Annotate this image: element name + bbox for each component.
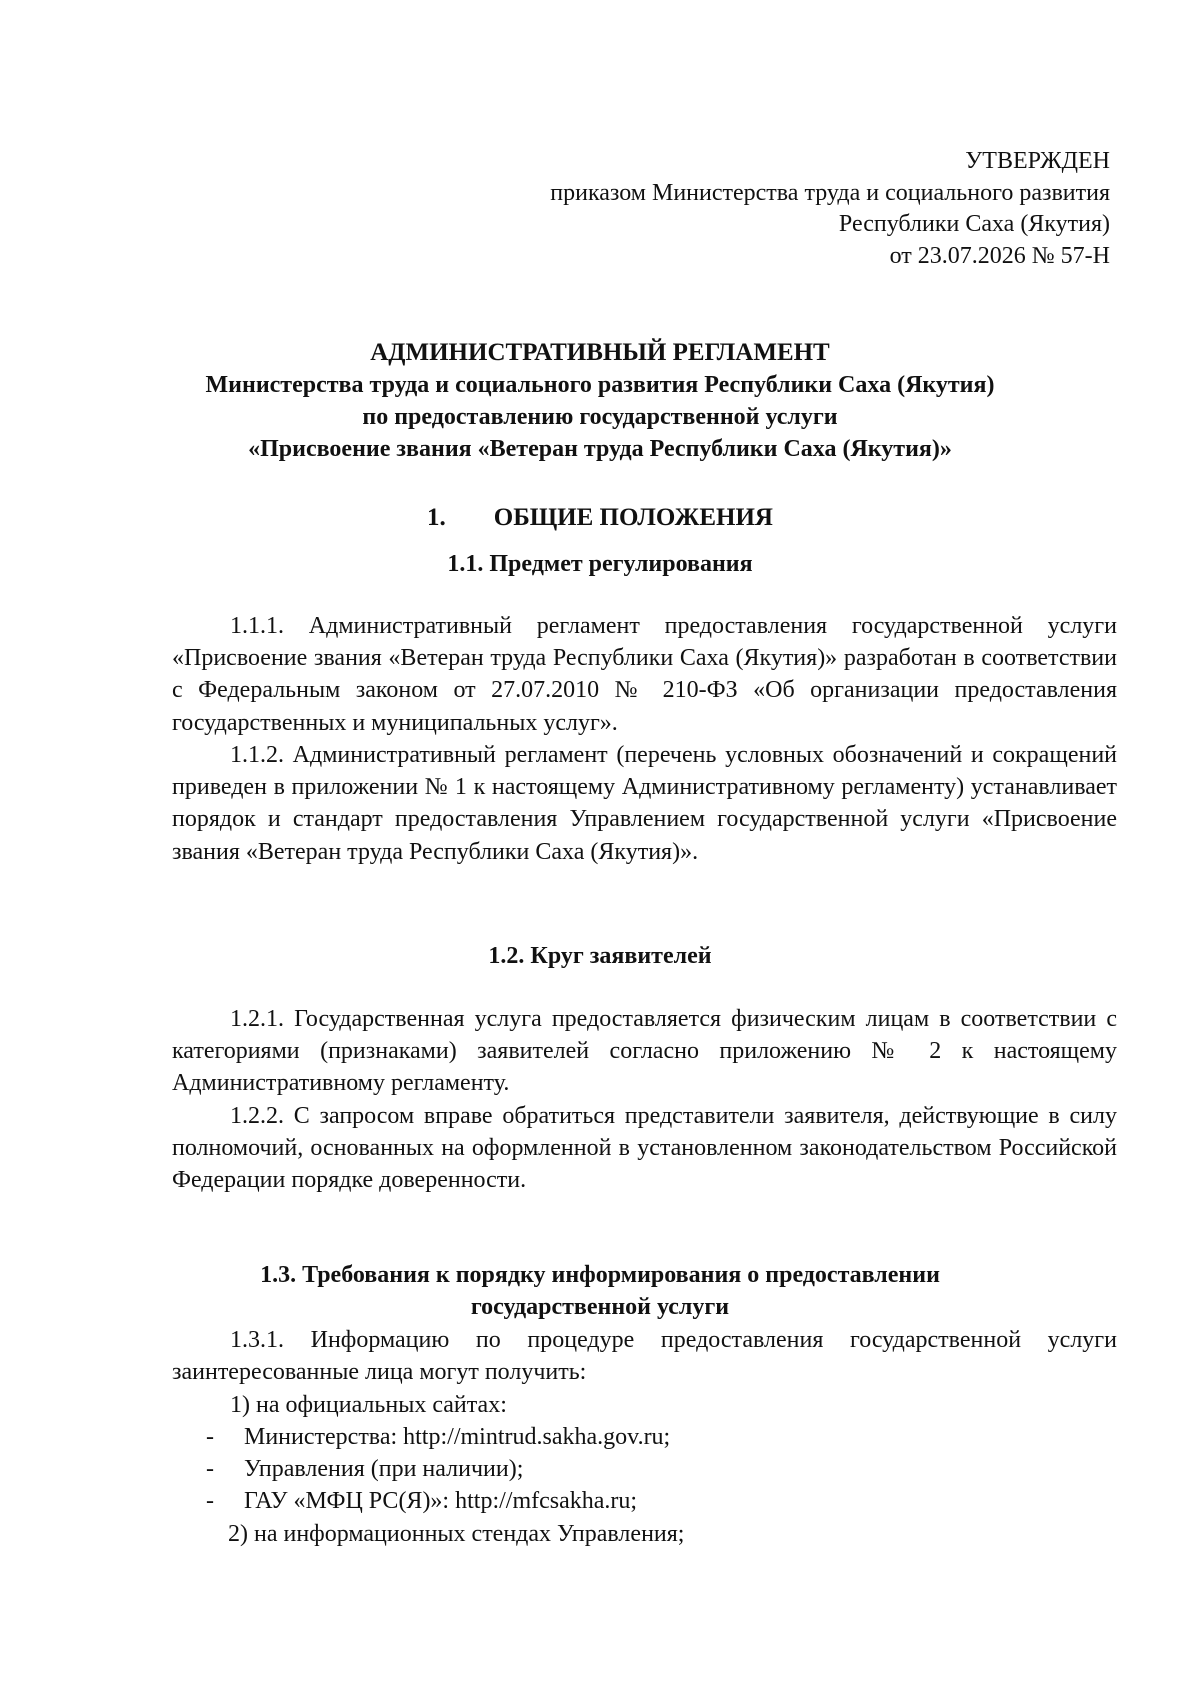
subsection-heading-1-3-line-1: 1.3. Требования к порядку информирования о предоставлении bbox=[260, 1262, 940, 1288]
paragraph-1-1-2: 1.1.2. Административный регламент (перечень условных обозначений и сокращений приведен в приложении № 1 к настоящему Административному регламенту) устанавливает порядок и стандарт предоставления Управлением государственной услуги «Присвоение звания «Ветеран труда Республики Саха (Якутия)». bbox=[172, 742, 1117, 865]
title-line-3: по предоставлению государственной услуги bbox=[362, 404, 838, 430]
title-line-1: АДМИНИСТРАТИВНЫЙ РЕГЛАМЕНТ bbox=[370, 339, 830, 366]
section-heading bbox=[100, 502, 1100, 534]
title-line-4: «Присвоение звания «Ветеран труда Республики Саха (Якутия)» bbox=[248, 436, 952, 462]
approval-title: УТВЕРЖДЕН bbox=[965, 148, 1110, 174]
paragraph-1-3-1: 1.3.1. Информацию по процедуре предоставления государственной услуги заинтересованные лица могут получить: bbox=[172, 1327, 1117, 1386]
subsection-heading-1-2: 1.2. Круг заявителей bbox=[488, 943, 712, 969]
section-title: ОБЩИЕ ПОЛОЖЕНИЯ bbox=[493, 504, 773, 531]
list-item-official-sites: 1) на официальных сайтах: bbox=[230, 1392, 507, 1418]
list-dash: - bbox=[206, 1488, 214, 1514]
list-dash: - bbox=[206, 1456, 214, 1482]
subsection-heading-1-3 bbox=[100, 1259, 1100, 1323]
approval-date-number: от 23.07.2026 № 57-Н bbox=[889, 242, 1110, 269]
document-title bbox=[100, 337, 1100, 465]
section-number: 1. bbox=[427, 504, 446, 531]
paragraph-1-1-1: 1.1.1. Административный регламент предоставления государственной услуги «Присвоение звания «Ветеран труда Республики Саха (Якутия)» разработан в соответствии с Федеральным законом от 27.07.2010 № 210-ФЗ «Об организации предоставления государственных и муниципальных услуг». bbox=[172, 613, 1117, 736]
approval-order-line: приказом Министерства труда и социального развития bbox=[550, 179, 1110, 206]
list-item-info-stands: 2) на информационных стендах Управления; bbox=[228, 1521, 685, 1547]
approval-stamp bbox=[550, 146, 1110, 272]
approval-republic-line: Республики Саха (Якутия) bbox=[838, 211, 1110, 237]
paragraph-1-2-1: 1.2.1. Государственная услуга предоставляется физическим лицам в соответствии с категориями (признаками) заявителей согласно приложению № 2 к настоящему Административному регламенту. bbox=[172, 1006, 1117, 1097]
list-item-site-mfc: ГАУ «МФЦ РС(Я)»: http://mfcsakha.ru; bbox=[244, 1488, 638, 1514]
subsection-heading-1-3-line-2: государственной услуги bbox=[470, 1294, 730, 1320]
list-item-site-ministry: Министерства: http://mintrud.sakha.gov.ru; bbox=[244, 1424, 671, 1450]
subsection-heading-1-1: 1.1. Предмет регулирования bbox=[447, 551, 753, 577]
list-item-site-department: Управления (при наличии); bbox=[244, 1456, 524, 1482]
title-line-2: Министерства труда и социального развития Республики Саха (Якутия) bbox=[205, 372, 995, 398]
paragraph-1-2-2: 1.2.2. С запросом вправе обратиться представители заявителя, действующие в силу полномочий, основанных на оформленной в установленном законодательством Российской Федерации порядке доверенности. bbox=[172, 1103, 1117, 1194]
list-dash: - bbox=[206, 1424, 214, 1450]
